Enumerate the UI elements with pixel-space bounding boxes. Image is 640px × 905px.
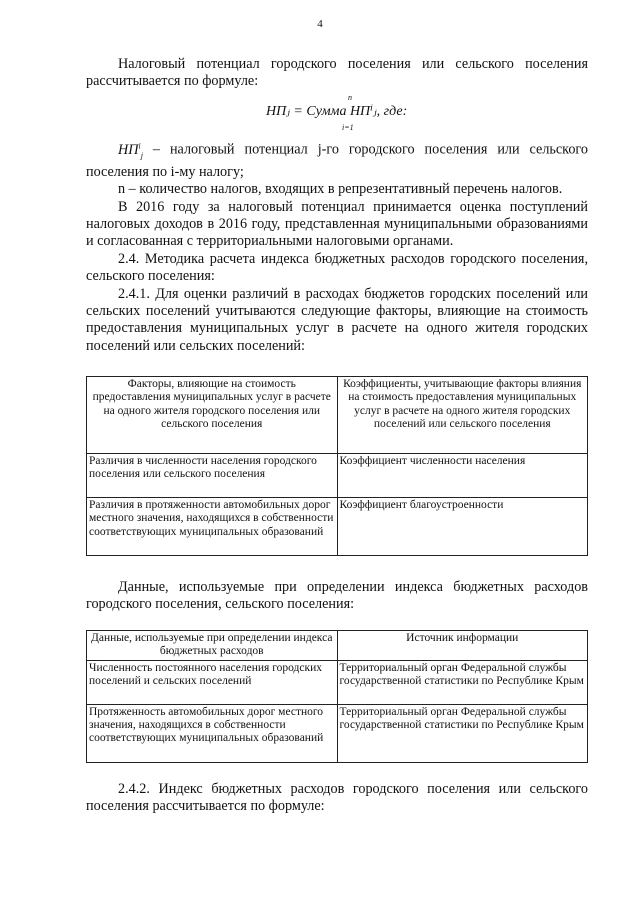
table-cell: Коэффициент благоустроенности	[337, 498, 588, 556]
definition-n: n – количество налогов, входящих в репрезентативный перечень налогов.	[118, 181, 563, 198]
section-2-4-2	[86, 781, 588, 816]
table-header-cell: Коэффициенты, учитывающие факторы влияния на стоимость предоставления муниципальных услуг в расчете на одного жителя городских поселений или сельского поселения	[337, 377, 588, 454]
table-cell: Территориальный орган Федеральной службы государственной статистики по Республике Крым	[337, 704, 588, 762]
paragraph-data-intro: Данные, используемые при определении индекса бюджетных расходов городского поселения, сельского поселения:	[86, 579, 588, 613]
formula-sum-upper: n	[348, 92, 352, 102]
table-row	[87, 498, 588, 556]
definition-text: – налоговый потенциал j-го городского поселения или сельского поселения по i-му налогу;	[86, 141, 588, 180]
table-cell: Коэффициент численности населения	[337, 454, 588, 498]
table-cell: Различия в численности населения городского поселения или сельского поселения	[87, 454, 338, 498]
heading-2-4: 2.4. Методика расчета индекса бюджетных расходов городского поселения, сельского поселения:	[86, 250, 588, 285]
paragraph-2-4-2: 2.4.2. Индекс бюджетных расходов городского поселения или сельского поселения рассчитывается по формуле:	[86, 781, 588, 815]
table-header-row	[87, 631, 588, 661]
definition-symbol: $НП^i_j$	[118, 140, 143, 160]
definition-np-ij	[86, 137, 588, 181]
table-header-cell: Данные, используемые при определении индекса бюджетных расходов	[87, 631, 338, 661]
table-header-cell: Факторы, влияющие на стоимость предоставления муниципальных услуг в расчете на одного жителя городского поселения или сельского поселения	[87, 377, 338, 454]
section-data-sources	[86, 579, 588, 614]
page-number: 4	[317, 18, 323, 30]
table-header-cell: Источник информации	[337, 631, 588, 661]
formula-sum-lower: i=1	[342, 122, 354, 132]
paragraph-2016: В 2016 году за налоговый потенциал принимается оценка поступлений налоговых доходов в 2016 году, представленная муниципальными образованиями и согласованная с территориальными налоговыми органами.	[86, 198, 588, 250]
factors-table	[86, 376, 588, 556]
paragraph-2-4-1: 2.4.1. Для оценки различий в расходах бюджетов городских поселений или сельских поселений учитываются следующие факторы, влияющие на стоимость предоставления муниципальных услуг в расчете на одного жителя городских поселений или сельских поселений:	[86, 285, 588, 354]
section-tax-potential	[86, 56, 588, 355]
table-row	[87, 660, 588, 704]
table-header-row	[87, 377, 588, 454]
table-cell: Различия в протяженности автомобильных дорог местного значения, находящихся в собственности соответствующих муниципальных образований	[87, 498, 338, 556]
table-cell: Протяженность автомобильных дорог местного значения, находящихся в собственности соответствующих муниципальных образований	[87, 704, 338, 762]
table-row	[87, 704, 588, 762]
paragraph-tax-potential-intro: Налоговый потенциал городского поселения или сельского поселения рассчитывается по формуле:	[86, 56, 588, 90]
formula-expression: НПⱼ = Сумма НПⁱⱼ, где:	[266, 103, 408, 119]
table-cell: Численность постоянного населения городских поселений и сельских поселений	[87, 660, 338, 704]
table-cell: Территориальный орган Федеральной службы государственной статистики по Республике Крым	[337, 660, 588, 704]
table-row	[87, 454, 588, 498]
data-sources-table	[86, 630, 588, 763]
formula-tax-potential	[86, 93, 588, 135]
